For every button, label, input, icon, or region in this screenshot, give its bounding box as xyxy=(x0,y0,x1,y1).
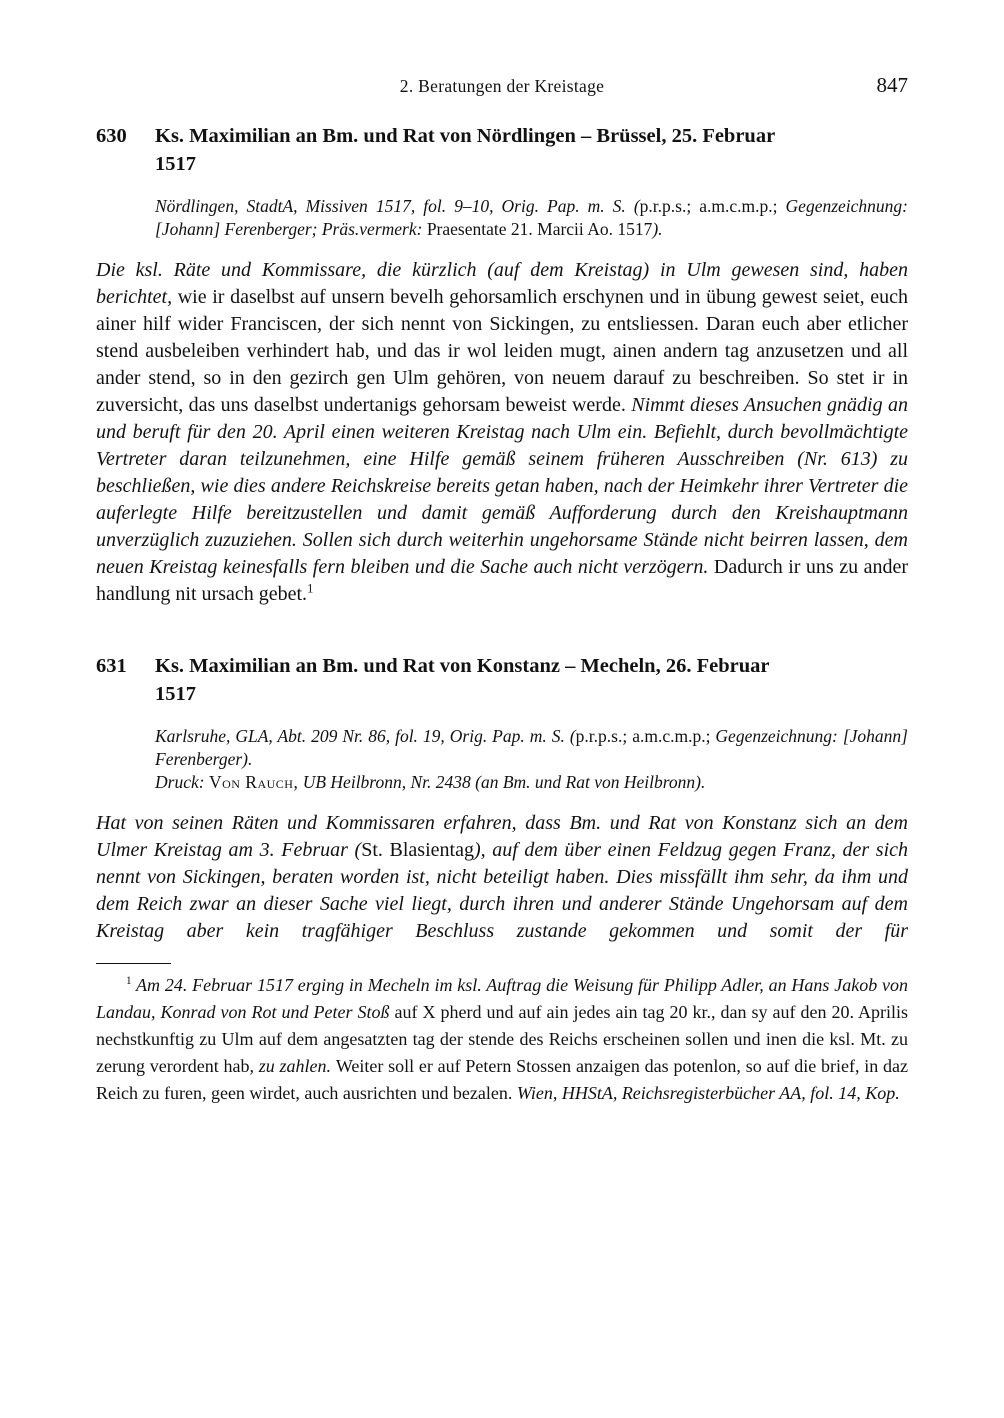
running-title: 2. Beratungen der Kreistage xyxy=(399,76,605,96)
source-citation xyxy=(155,725,908,794)
text-segment: 1 xyxy=(126,975,132,987)
entry-631-heading xyxy=(96,652,908,708)
footnote xyxy=(96,972,908,1107)
citation-text xyxy=(155,195,908,241)
text-segment: Gegenzeichnung: [Johann] Ferenberger). xyxy=(155,726,908,769)
entry-title-line: Ks. Maximilian an Bm. und Rat von Konstanz – Mecheln, 26. Februar xyxy=(155,655,770,677)
source-citation xyxy=(155,195,908,241)
text-segment: wie ir daselbst auf unsern bevelh gehorsamlich erschynen und in übung gewest seiet, euch ainer hilf wider Franciscen, der sich nennt von Sickingen, zu entsliessen. Daran euch aber etlicher stend ausbeleiben verhindert hab, und das ir wol leiden mugt, ainen andern tag anzusetzen und all ander stend, so in den gezirch gen Ulm gehören, von neuem darauf zu beschreiben. So stet ir in zuversicht, das uns daselbst undertanigs gehorsam beweist werde. xyxy=(96,286,909,416)
entry-number: 631 xyxy=(96,655,127,677)
entry-title xyxy=(155,122,908,178)
text-segment: UB Heilbronn, Nr. 2438 (an Bm. und Rat von Heilbronn). xyxy=(298,772,706,792)
text-segment: Von Rauch, xyxy=(208,772,299,792)
entry-title xyxy=(155,652,908,708)
text-segment: Hat von seinen Räten und Kommissaren erfahren, dass Bm. und Rat von Konstanz sich an dem Ulmer Kreistag am 3. Februar ( xyxy=(96,812,908,861)
text-segment: 1 xyxy=(307,581,314,596)
entry-title-line: Ks. Maximilian an Bm. und Rat von Nördlingen – Brüssel, 25. Februar xyxy=(155,125,776,147)
text-segment: Gegenzeichnung: [Johann] Ferenberger; Präs.vermerk: xyxy=(155,196,908,239)
entry-630 xyxy=(96,122,908,608)
text-segment: Nördlingen, StadtA, Missiven 1517, fol. 9–10, Orig. Pap. m. S. ( xyxy=(155,196,640,216)
text-segment: ). xyxy=(652,219,663,239)
text-segment: Druck: xyxy=(155,772,209,792)
text-segment: Nimmt dieses Ansuchen gnädig an und beruft für den 20. April einen weiteren Kreistag nach Ulm ein. Befiehlt, durch bevollmächtigte Vertreter daran teilzunehmen, eine Hilfe gemäß seinem früheren Ausschreiben (Nr. 613) zu beschließen, wie dies andere Reichskreise bereits getan haben, nach der Heimkehr ihrer Vertreter die auferlegte Hilfe bereitzustellen und damit gemäß Aufforderung durch den Kreishauptmann unverzüglich zuzuziehen. Sollen sich durch weiterhin ungehorsame Stände nicht beirren lassen, dem neuen Kreistag keinesfalls fern bleiben und die Sache auch nicht verzögern. xyxy=(96,394,908,578)
text-segment: Karlsruhe, GLA, Abt. 209 Nr. 86, fol. 19, Orig. Pap. m. S. ( xyxy=(155,726,576,746)
text-segment: p.r.p.s.; a.m.c.m.p.; xyxy=(639,196,778,216)
entry-title-line: 1517 xyxy=(155,153,196,175)
citation-print-reference xyxy=(155,771,908,794)
entry-631 xyxy=(96,652,908,945)
text-segment: Am 24. Februar 1517 erging in Mecheln im ksl. Auftrag die Weisung für Philipp Adler, an Hans Jakob von Landau, Konrad von Rot und Peter Stoß xyxy=(96,975,908,1022)
text-segment: auf X pherd und auf ain jedes ain tag 20 kr., dan sy auf den 20. Aprilis nechstkunftig zu Ulm auf dem angesatzten tag der stende des Reichs erscheinen sollen und inen die ksl. Mt. zu zerung verordent hab xyxy=(96,1002,908,1076)
page-number: 847 xyxy=(876,73,908,97)
text-segment: p.r.p.s.; a.m.c.m.p.; xyxy=(575,726,711,746)
text-segment: Wien, HHStA, Reichsregisterbücher AA, fol. 14, Kop. xyxy=(516,1083,900,1103)
text-segment: Praesentate 21. Marcii Ao. 1517 xyxy=(422,219,653,239)
entry-title-line: 1517 xyxy=(155,683,196,705)
page-header xyxy=(96,73,908,102)
text-segment: Dadurch ir uns zu ander handlung nit ursach gebet. xyxy=(96,556,908,605)
entry-number: 630 xyxy=(96,125,127,147)
entry-630-heading xyxy=(96,122,908,178)
text-segment: St. Blasientag xyxy=(361,839,474,861)
letter-summary xyxy=(96,810,908,945)
text-segment: ), auf dem über einen Feldzug gegen Franz, der sich nennt von Sickingen, beraten worden ist, nicht beteiligt haben. Dies missfällt ihm sehr, da ihm und dem Reich zwar an dieser Sache viel liegt, durch ihren und anderer Stände Ungehorsam auf dem Kreistag aber kein tragfähiger Beschluss zustande gekommen und somit der für xyxy=(96,839,909,942)
text-segment: , zu zahlen. xyxy=(249,1056,336,1076)
text-segment: Die ksl. Räte und Kommissare, die kürzlich (auf dem Kreistag) in Ulm gewesen sind, haben berichtet, xyxy=(96,259,908,308)
text-segment: Weiter soll er auf Petern Stossen anzaigen das potenlon, so auf die brief, in daz Reich zu furen, geen wirdet, auch ausrichten und bezalen. xyxy=(96,1056,909,1103)
letter-summary xyxy=(96,257,908,608)
footnote-separator xyxy=(96,963,171,964)
citation-text xyxy=(155,725,908,771)
